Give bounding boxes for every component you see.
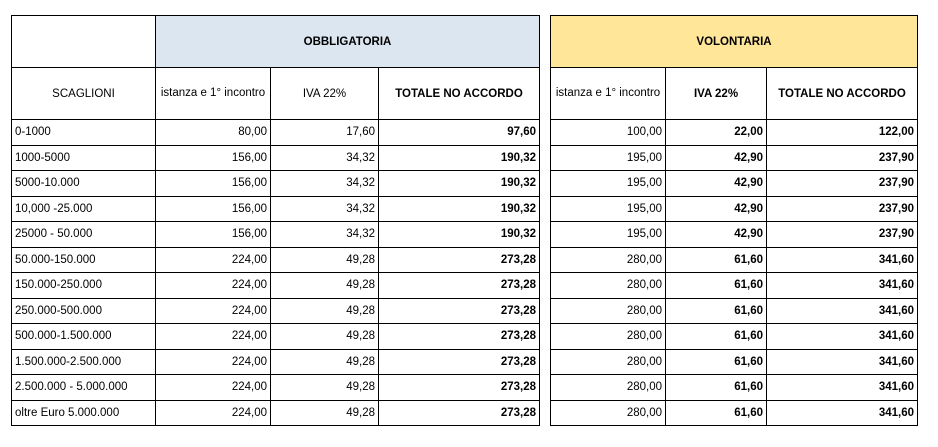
cell-vol-iva: 61,60 xyxy=(666,247,767,273)
cell-scaglione: 10,000 -25.000 xyxy=(12,196,156,222)
cell-obb-totale: 190,32 xyxy=(379,145,540,171)
cell-scaglione: 500.000-1.500.000 xyxy=(12,324,156,350)
cell-vol-iva: 61,60 xyxy=(666,273,767,299)
cell-obb-iva: 34,32 xyxy=(271,196,379,222)
table-row xyxy=(12,196,918,222)
cell-vol-iva: 61,60 xyxy=(666,349,767,375)
cell-vol-totale: 341,60 xyxy=(767,273,918,299)
table-row xyxy=(12,247,918,273)
cell-obb-istanza: 224,00 xyxy=(156,349,271,375)
column-gap xyxy=(540,222,551,248)
column-gap xyxy=(540,349,551,375)
column-header-vol-totale: TOTALE NO ACCORDO xyxy=(767,68,918,120)
cell-obb-istanza: 80,00 xyxy=(156,120,271,146)
cell-vol-iva: 61,60 xyxy=(666,298,767,324)
cell-scaglione: 0-1000 xyxy=(12,120,156,146)
corner-cell xyxy=(12,16,156,68)
cell-obb-iva: 34,32 xyxy=(271,222,379,248)
column-gap xyxy=(540,145,551,171)
cell-vol-istanza: 195,00 xyxy=(551,145,666,171)
table-row xyxy=(12,349,918,375)
cell-obb-istanza: 224,00 xyxy=(156,375,271,401)
cell-vol-totale: 122,00 xyxy=(767,120,918,146)
cell-obb-iva: 34,32 xyxy=(271,171,379,197)
table-row xyxy=(12,400,918,426)
cell-vol-totale: 341,60 xyxy=(767,324,918,350)
cell-obb-totale: 273,28 xyxy=(379,400,540,426)
cell-obb-istanza: 156,00 xyxy=(156,145,271,171)
cell-vol-istanza: 280,00 xyxy=(551,349,666,375)
cell-vol-iva: 61,60 xyxy=(666,375,767,401)
cell-obb-iva: 49,28 xyxy=(271,400,379,426)
table-row xyxy=(12,298,918,324)
column-gap xyxy=(540,375,551,401)
column-gap xyxy=(540,68,551,120)
cell-obb-totale: 273,28 xyxy=(379,375,540,401)
column-header-obb-istanza: istanza e 1° incontro xyxy=(156,68,271,120)
table-row xyxy=(12,273,918,299)
table-row xyxy=(12,222,918,248)
cell-obb-istanza: 224,00 xyxy=(156,247,271,273)
cell-vol-iva: 42,90 xyxy=(666,171,767,197)
cell-scaglione: oltre Euro 5.000.000 xyxy=(12,400,156,426)
cell-vol-iva: 61,60 xyxy=(666,400,767,426)
cell-vol-totale: 237,90 xyxy=(767,222,918,248)
cell-obb-iva: 49,28 xyxy=(271,298,379,324)
cell-vol-istanza: 195,00 xyxy=(551,171,666,197)
column-gap xyxy=(540,16,551,68)
cell-obb-istanza: 156,00 xyxy=(156,171,271,197)
cell-obb-totale: 273,28 xyxy=(379,273,540,299)
column-header-vol-istanza: istanza e 1° incontro xyxy=(551,68,666,120)
column-gap xyxy=(540,400,551,426)
cell-scaglione: 150.000-250.000 xyxy=(12,273,156,299)
cell-scaglione: 5000-10.000 xyxy=(12,171,156,197)
cell-vol-istanza: 280,00 xyxy=(551,375,666,401)
cell-obb-totale: 273,28 xyxy=(379,349,540,375)
cell-vol-totale: 341,60 xyxy=(767,400,918,426)
cell-obb-iva: 34,32 xyxy=(271,145,379,171)
column-gap xyxy=(540,273,551,299)
cell-scaglione: 25000 - 50.000 xyxy=(12,222,156,248)
cell-obb-istanza: 224,00 xyxy=(156,273,271,299)
column-gap xyxy=(540,298,551,324)
cell-scaglione: 50.000-150.000 xyxy=(12,247,156,273)
cell-scaglione: 1000-5000 xyxy=(12,145,156,171)
column-gap xyxy=(540,196,551,222)
cell-vol-istanza: 280,00 xyxy=(551,247,666,273)
cell-vol-iva: 61,60 xyxy=(666,324,767,350)
cell-vol-istanza: 195,00 xyxy=(551,222,666,248)
cell-vol-istanza: 280,00 xyxy=(551,298,666,324)
cell-obb-totale: 273,28 xyxy=(379,324,540,350)
cell-vol-totale: 237,90 xyxy=(767,171,918,197)
cell-vol-istanza: 280,00 xyxy=(551,400,666,426)
column-gap xyxy=(540,247,551,273)
table-row xyxy=(12,171,918,197)
column-header-row xyxy=(12,68,918,120)
cell-obb-iva: 49,28 xyxy=(271,375,379,401)
cell-vol-totale: 237,90 xyxy=(767,196,918,222)
cell-scaglione: 1.500.000-2.500.000 xyxy=(12,349,156,375)
cell-obb-iva: 17,60 xyxy=(271,120,379,146)
group-header-obbligatoria: OBBLIGATORIA xyxy=(156,16,540,68)
cell-vol-totale: 341,60 xyxy=(767,247,918,273)
tariff-table xyxy=(11,15,918,426)
cell-vol-totale: 341,60 xyxy=(767,298,918,324)
cell-vol-istanza: 100,00 xyxy=(551,120,666,146)
column-header-obb-totale: TOTALE NO ACCORDO xyxy=(379,68,540,120)
cell-vol-totale: 237,90 xyxy=(767,145,918,171)
group-header-volontaria: VOLONTARIA xyxy=(551,16,918,68)
cell-scaglione: 250.000-500.000 xyxy=(12,298,156,324)
cell-obb-istanza: 156,00 xyxy=(156,222,271,248)
cell-obb-totale: 97,60 xyxy=(379,120,540,146)
cell-obb-totale: 190,32 xyxy=(379,222,540,248)
cell-obb-istanza: 224,00 xyxy=(156,298,271,324)
cell-obb-totale: 190,32 xyxy=(379,171,540,197)
cell-obb-iva: 49,28 xyxy=(271,247,379,273)
cell-vol-totale: 341,60 xyxy=(767,349,918,375)
cell-vol-iva: 42,90 xyxy=(666,196,767,222)
cell-scaglione: 2.500.000 - 5.000.000 xyxy=(12,375,156,401)
cell-vol-istanza: 195,00 xyxy=(551,196,666,222)
column-gap xyxy=(540,171,551,197)
table-row xyxy=(12,324,918,350)
table-row xyxy=(12,375,918,401)
cell-obb-istanza: 156,00 xyxy=(156,196,271,222)
column-header-vol-iva: IVA 22% xyxy=(666,68,767,120)
cell-vol-istanza: 280,00 xyxy=(551,273,666,299)
cell-obb-istanza: 224,00 xyxy=(156,324,271,350)
column-gap xyxy=(540,324,551,350)
cell-obb-iva: 49,28 xyxy=(271,273,379,299)
cell-obb-totale: 273,28 xyxy=(379,247,540,273)
cell-vol-iva: 22,00 xyxy=(666,120,767,146)
cell-obb-totale: 273,28 xyxy=(379,298,540,324)
table-row xyxy=(12,120,918,146)
column-gap xyxy=(540,120,551,146)
cell-vol-totale: 341,60 xyxy=(767,375,918,401)
cell-obb-iva: 49,28 xyxy=(271,349,379,375)
cell-obb-totale: 190,32 xyxy=(379,196,540,222)
table-row xyxy=(12,145,918,171)
cell-vol-iva: 42,90 xyxy=(666,222,767,248)
cell-obb-iva: 49,28 xyxy=(271,324,379,350)
column-header-scaglioni: SCAGLIONI xyxy=(12,68,156,120)
group-header-row xyxy=(12,16,918,68)
column-header-obb-iva: IVA 22% xyxy=(271,68,379,120)
cell-obb-istanza: 224,00 xyxy=(156,400,271,426)
cell-vol-iva: 42,90 xyxy=(666,145,767,171)
cell-vol-istanza: 280,00 xyxy=(551,324,666,350)
